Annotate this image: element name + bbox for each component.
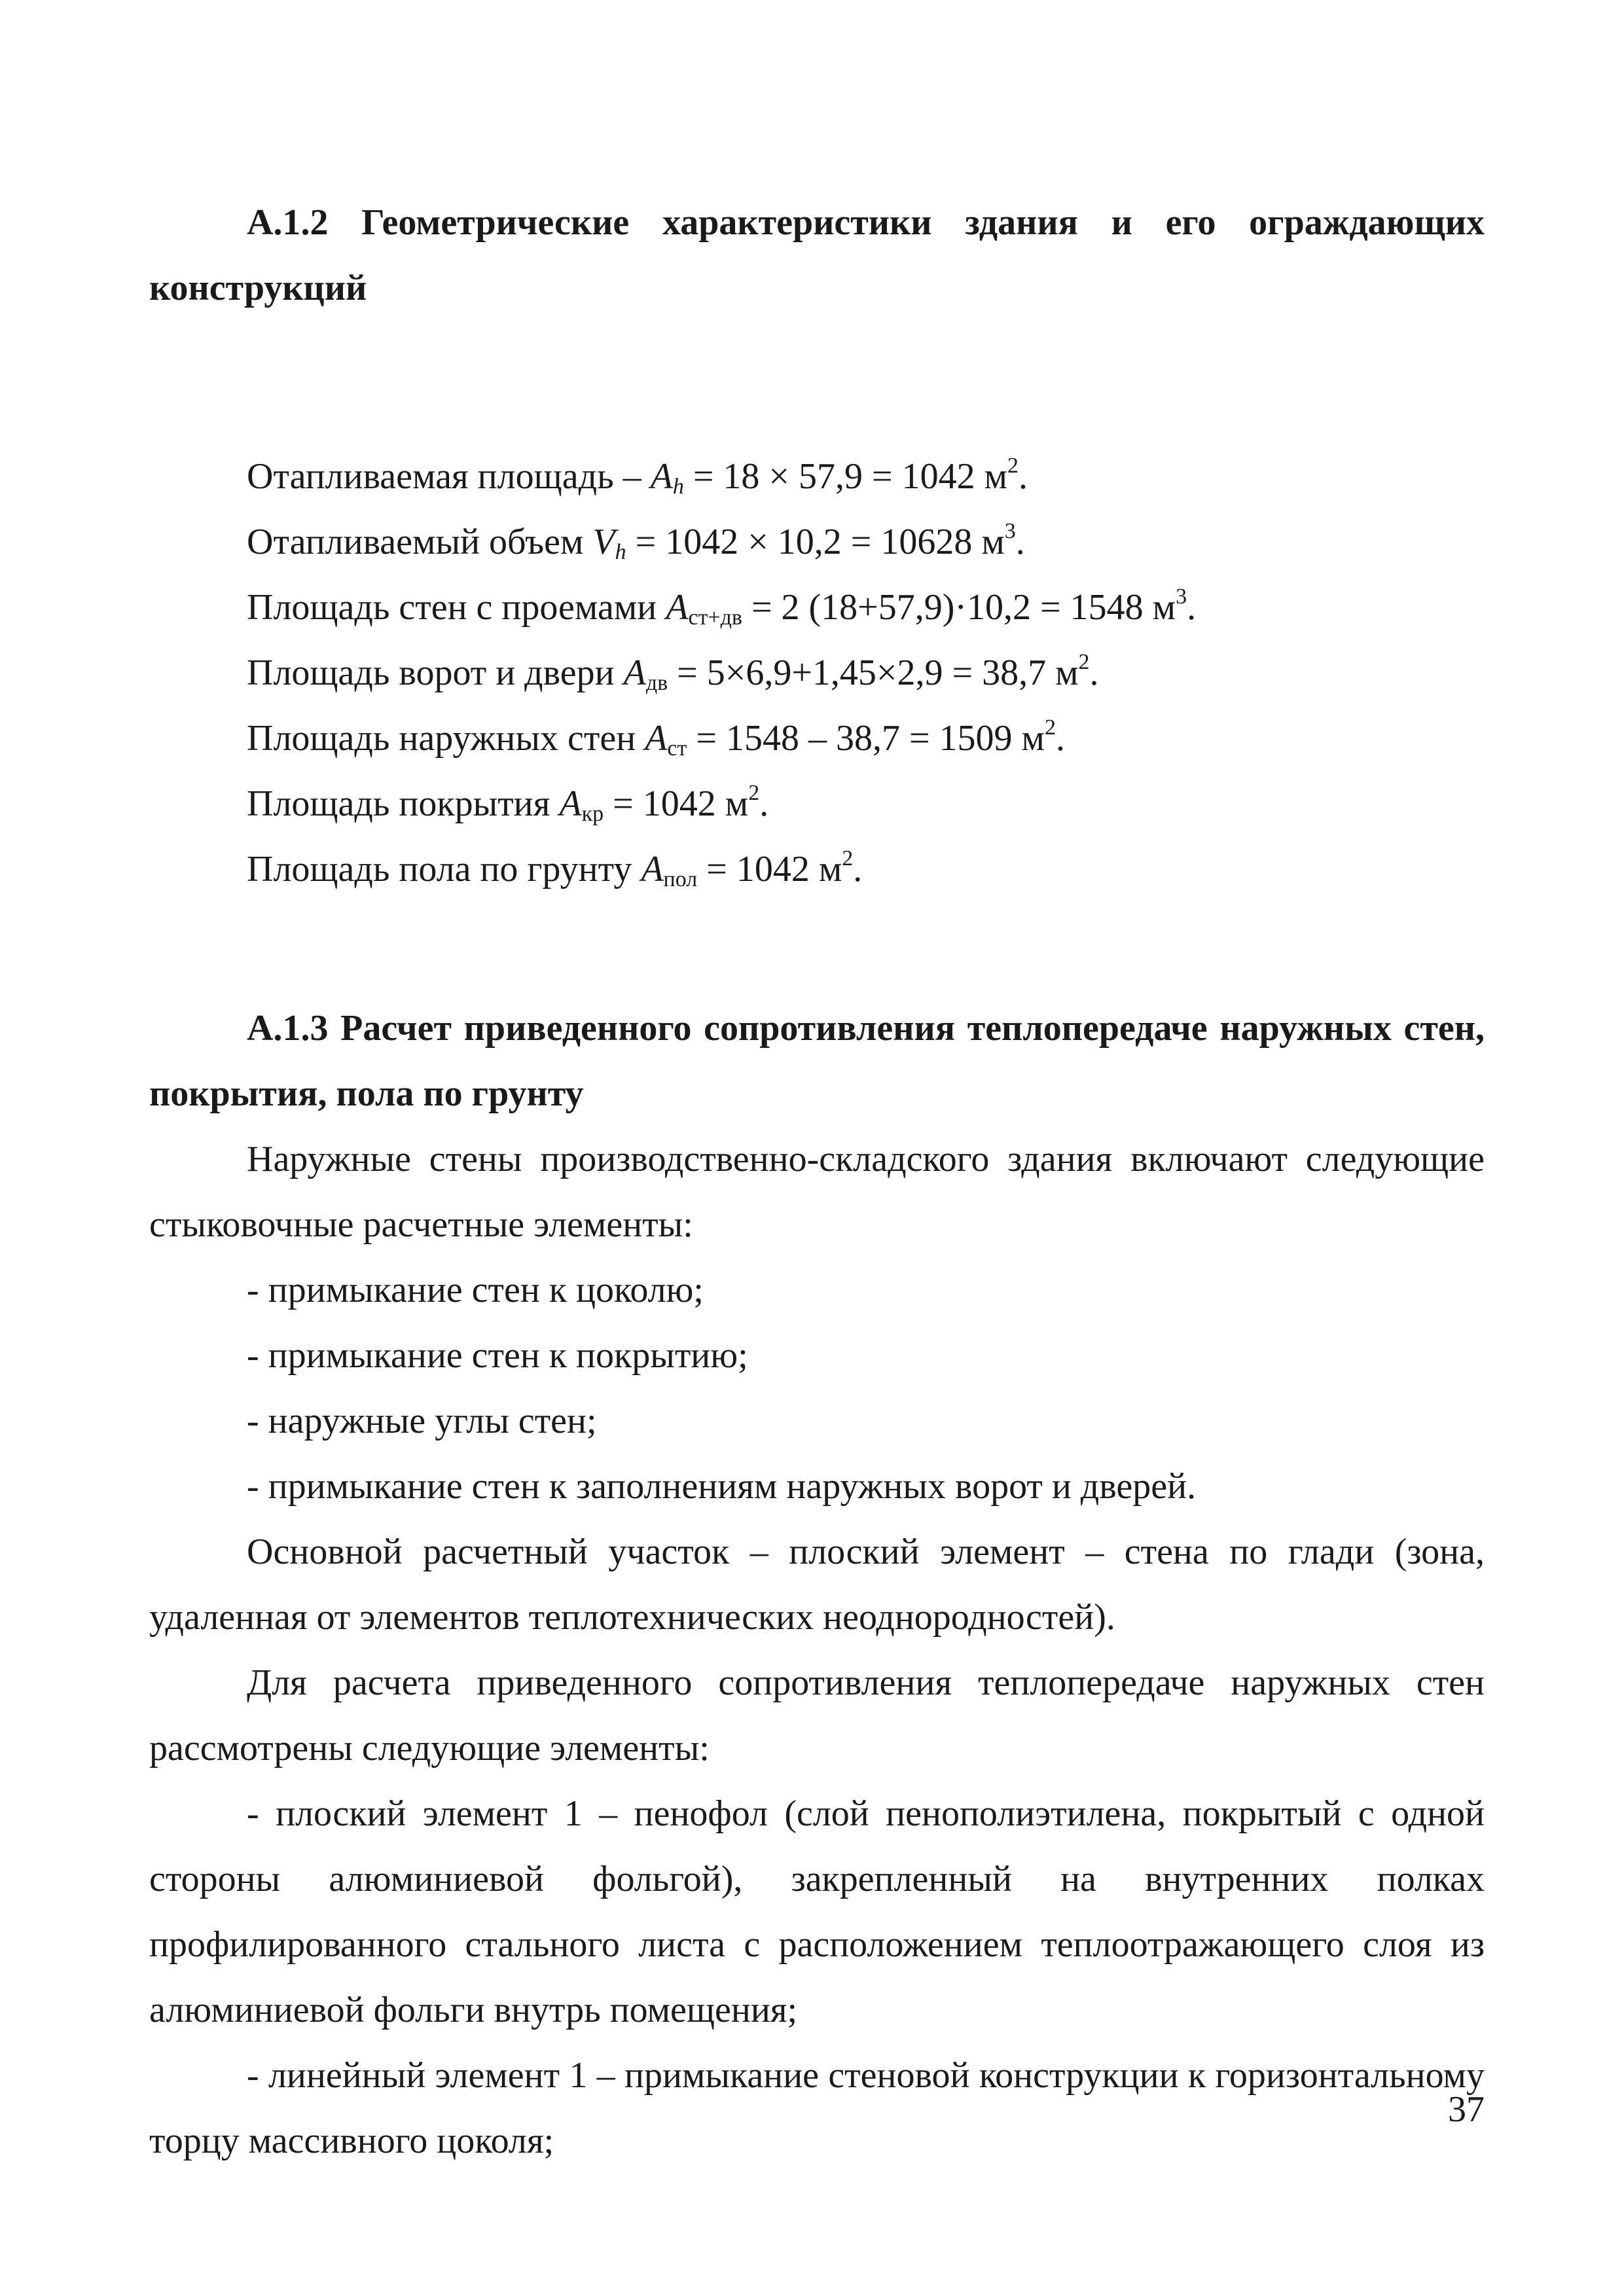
area-subscript: h bbox=[615, 540, 626, 564]
area-suffix: . bbox=[759, 783, 769, 824]
area-symbol: A bbox=[650, 456, 673, 497]
paragraph: Основной расчетный участок – плоский элемент – стена по глади (зона, удаленная от элементов теплотехнических неоднородностей). bbox=[149, 1532, 1485, 1638]
area-unit-power: 2 bbox=[842, 846, 854, 870]
list-item: - линейный элемент 1 – примыкание стеновой конструкции к горизонтальному торцу массивного цоколя; bbox=[149, 2055, 1485, 2161]
area-subscript: ст bbox=[667, 736, 687, 761]
section-a13 bbox=[149, 996, 1485, 2174]
area-subscript: ст+дв bbox=[688, 605, 742, 630]
area-symbol: A bbox=[623, 653, 646, 693]
area-subscript: пол bbox=[663, 867, 698, 891]
area-item bbox=[149, 771, 1485, 836]
area-suffix: . bbox=[1089, 653, 1099, 693]
area-expression: = 1042 м bbox=[697, 849, 842, 889]
area-item bbox=[149, 575, 1485, 640]
area-suffix: . bbox=[1019, 456, 1028, 497]
area-expression: = 5×6,9+1,45×2,9 = 38,7 м bbox=[668, 653, 1079, 693]
area-label: Отапливаемый объем bbox=[247, 522, 593, 562]
area-list bbox=[149, 444, 1485, 902]
area-unit-power: 3 bbox=[1176, 584, 1187, 609]
area-suffix: . bbox=[1015, 522, 1025, 562]
area-unit-power: 2 bbox=[1044, 715, 1056, 740]
list-item: - примыкание стен к цоколю; bbox=[247, 1270, 704, 1310]
area-label: Площадь покрытия bbox=[247, 783, 560, 824]
area-item bbox=[149, 640, 1485, 706]
area-unit-power: 2 bbox=[1007, 454, 1019, 478]
area-unit-power: 3 bbox=[1004, 519, 1016, 543]
paragraph: Наружные стены производственно-складского здания включают следующие стыковочные расчетные элементы: bbox=[149, 1139, 1485, 1245]
area-label: Площадь ворот и двери bbox=[247, 653, 624, 693]
list-item: - примыкание стен к заполнениям наружных ворот и дверей. bbox=[247, 1466, 1197, 1507]
list-item: - плоский элемент 1 – пенофол (слой пенополиэтилена, покрытый с одной стороны алюминиевой фольгой), закрепленный на внутренних полках профилированного стального листа с расположением теплоотражающего слоя из алюминиевой фольги внутрь помещения; bbox=[149, 1793, 1485, 2030]
area-label: Площадь наружных стен bbox=[247, 718, 645, 759]
area-expression: = 18 × 57,9 = 1042 м bbox=[683, 456, 1008, 497]
area-label: Площадь пола по грунту bbox=[247, 849, 641, 889]
area-label: Отапливаемая площадь – bbox=[247, 456, 651, 497]
area-symbol: A bbox=[641, 849, 664, 889]
area-label: Площадь стен с проемами bbox=[247, 587, 666, 628]
list-item: - наружные углы стен; bbox=[247, 1401, 597, 1441]
area-item bbox=[149, 509, 1485, 575]
area-subscript: кр bbox=[581, 802, 604, 826]
area-item bbox=[149, 706, 1485, 771]
page-number: 37 bbox=[1448, 2089, 1485, 2130]
area-suffix: . bbox=[1187, 587, 1197, 628]
list-item: - примыкание стен к покрытию; bbox=[247, 1335, 748, 1376]
area-suffix: . bbox=[1055, 718, 1065, 759]
document-page bbox=[149, 190, 1485, 2174]
area-unit-power: 2 bbox=[1078, 650, 1090, 674]
area-symbol: A bbox=[645, 718, 668, 759]
area-symbol: A bbox=[666, 587, 689, 628]
area-subscript: дв bbox=[645, 671, 668, 695]
area-symbol: V bbox=[592, 522, 615, 562]
paragraph: Для расчета приведенного сопротивления теплопередаче наружных стен рассмотрены следующие элементы: bbox=[149, 1662, 1485, 1768]
area-subscript: h bbox=[672, 475, 684, 499]
area-expression: = 1548 – 38,7 = 1509 м bbox=[687, 718, 1045, 759]
area-expression: = 1042 × 10,2 = 10628 м bbox=[626, 522, 1005, 562]
section-heading-a13: А.1.3 Расчет приведенного сопротивления теплопередаче наружных стен, покрытия, пола по грунту bbox=[149, 1008, 1485, 1114]
area-suffix: . bbox=[853, 849, 863, 889]
area-item bbox=[149, 444, 1485, 509]
area-expression: = 1042 м bbox=[604, 783, 749, 824]
area-item bbox=[149, 836, 1485, 902]
area-symbol: A bbox=[559, 783, 582, 824]
section-heading-a12: А.1.2 Геометрические характеристики здания и его ограждающих конструкций bbox=[149, 202, 1485, 308]
area-expression: = 2 (18+57,9)·10,2 = 1548 м bbox=[742, 587, 1176, 628]
area-unit-power: 2 bbox=[748, 781, 760, 805]
